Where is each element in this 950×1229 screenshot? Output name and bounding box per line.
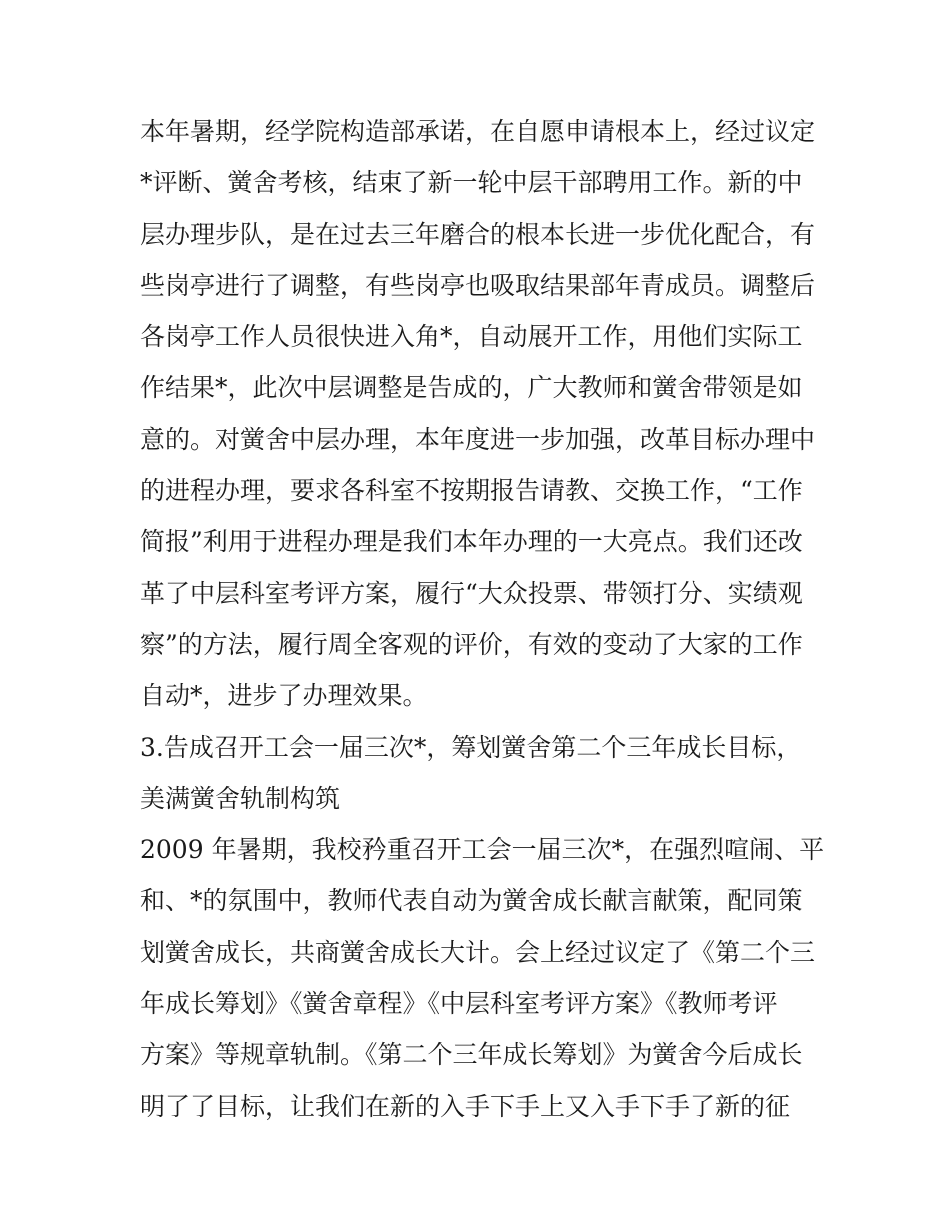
text-line: 些岗亭进行了调整，有些岗亭也吸取结果部年青成员。调整后 — [140, 270, 816, 300]
text-line: 自动*，进步了办理效果。 — [140, 681, 428, 711]
text-line: *评断、黉舍考核，结束了新一轮中层干部聘用工作。新的中 — [140, 168, 803, 198]
text-line: 层办理步队，是在过去三年磨合的根本长进一步优化配合，有 — [140, 219, 816, 249]
text-line: 各岗亭工作人员很快进入角*，自动展开工作，用他们实际工 — [140, 322, 803, 352]
section-heading-line: 美满黉舍轨制构筑 — [140, 783, 341, 813]
text-line: 察”的方法，履行周全客观的评价，有效的变动了大家的工作 — [140, 629, 803, 659]
text-line: 本年暑期，经学院构造部承诺，在自愿申请根本上，经过议定 — [140, 117, 816, 146]
text-line: 和、*的氛围中，教师代表自动为黉舍成长献言献策，配同策 — [140, 886, 803, 916]
text-line: 革了中层科室考评方案，履行“大众投票、带领打分、实绩观 — [140, 578, 803, 608]
text-line: 2009 年暑期，我校矜重召开工会一届三次*，在强烈喧闹、平 — [140, 835, 825, 865]
text-line: 方案》等规章轨制。《第二个三年成长筹划》为黉舍今后成长 — [140, 1040, 803, 1070]
text-line: 明了了目标，让我们在新的入手下手上又入手下手了新的征 — [140, 1091, 791, 1121]
text-line: 划黉舍成长，共商黉舍成长大计。会上经过议定了《第二个三 — [140, 937, 816, 967]
text-line: 的进程办理，要求各科室不按期报告请教、交换工作，“工作 — [140, 476, 803, 506]
section-heading-line: 3.告成召开工会一届三次*，筹划黉舍第二个三年成长目标， — [140, 732, 802, 762]
text-line: 作结果*，此次中层调整是告成的，广大教师和黉舍带领是如 — [140, 373, 803, 403]
text-line: 意的。对黉舍中层办理，本年度进一步加强，改革目标办理中 — [140, 424, 816, 454]
text-line: 年成长筹划》《黉舍章程》《中层科室考评方案》《教师考评 — [140, 989, 778, 1019]
body-text — [140, 106, 825, 1132]
text-line: 简报”利用于进程办理是我们本年办理的一大亮点。我们还改 — [140, 527, 803, 557]
